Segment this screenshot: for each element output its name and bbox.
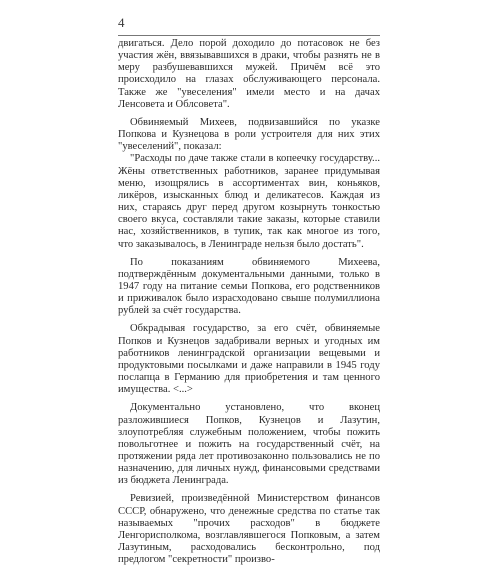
body-text — [118, 38, 380, 566]
header-rule — [118, 35, 380, 36]
paragraph-continuation: двигаться. Дело порой доходило до потасовок не без участия жён, ввязывавшихся в драки, чтобы разнять не в меру разбушевавшихся мужей. Причём всё это происходило на глазах обслуживающего персонала. Также же "увеселения" имели место и на дачах Ленсовета и Облсовета". — [118, 38, 380, 110]
paragraph-documented: Документально установлено, что вконец разложившиеся Попков, Кузнецов и Лазутин, злоупотребляя служебным положением, чтобы пожить повольготнее и пожить на государственный счёт, на протяжении ряда лет противозаконно пользовались не по назначению, для личных нужд, финансовыми средствами из бюджета Ленинграда. — [118, 402, 380, 487]
paragraph-quote: "Расходы по даче также стали в копеечку государству... Жёны ответственных работников, заранее придумывая меню, изощрялись в ассортиментах вин, коньяков, ликёров, изысканных блюд и деликатесов. Каждая из них, стараясь друг перед другом козырнуть тонкостью своего вкуса, составляли такие заказы, которые ставили нас, хозяйственников, в тупик, так как многое из того, что заказывалось, в Ленинграде нельзя было достать". — [118, 153, 380, 250]
page-number: 4 — [118, 15, 125, 30]
paragraph-parcels: Обкрадывая государство, за его счёт, обвиняемые Попков и Кузнецов задабривали верных и угодных им работников ленинградской организации вещевыми и продуктовыми посылками и даже направили в 1945 году послапца в Германию для приобретения и там ценного имущества. <...> — [118, 323, 380, 396]
paragraph-mikheev-intro: Обвиняемый Михеев, подвизавшийся по указке Попкова и Кузнецова в роли устроителя для них этих "увеселений", показал: — [118, 116, 380, 153]
paragraph-testimony: По показаниям обвиняемого Михеева, подтверждённым документальными данными, только в 1947 году на питание семьи Попкова, его родственников и приживалок было израсходовано свыше полумиллиона рублей за счёт государства. — [118, 256, 380, 317]
paragraph-audit: Ревизией, произведённой Министерством финансов СССР, обнаружено, что денежные средства по статье так называемых "прочих расходов" в бюджете Ленгорисполкома, возглавлявшегося Попковым, а затем Лазутиным, расходовались бесконтрольно, под предлогом "секретности" произво- — [118, 493, 380, 566]
